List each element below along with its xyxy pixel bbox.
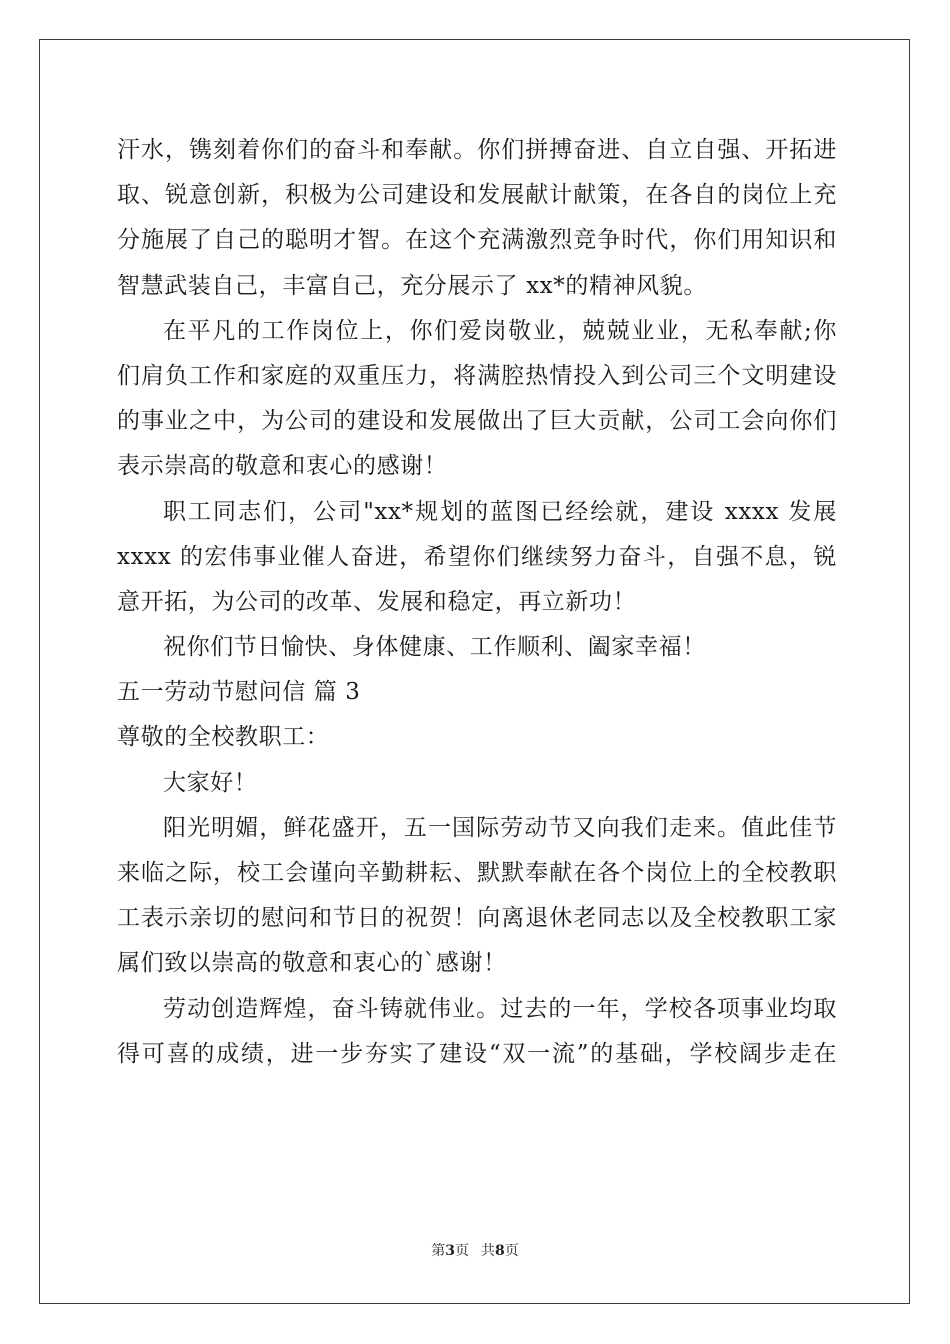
text-line: 尊敬的全校教职工： xyxy=(117,724,330,751)
total-suffix: 页 xyxy=(504,1243,519,1259)
total-prefix: 共 xyxy=(481,1243,495,1259)
text-line: 得可喜的成绩，进一步夯实了建设“双一流”的基础，学校阔步走在 xyxy=(117,1040,837,1067)
text-line: 来临之际，校工会谨向辛勤耕耘、默默奉献在各个岗位上的全校教职 xyxy=(117,860,837,886)
text-line: 意开拓，为公司的改革、发展和稳定，再立新功！ xyxy=(117,588,637,615)
text-line: 们肩负工作和家庭的双重压力，将满腔热情投入到公司三个文明建设 xyxy=(117,362,837,389)
text-line: 职工同志们，公司"xx*规划的蓝图已经绘就，建设 xxxx 发展 xyxy=(163,498,837,525)
text-line: 汗水，镌刻着你们的奋斗和奉献。你们拼搏奋进、自立自强、开拓进 xyxy=(117,137,837,163)
text-line: 智慧武装自己，丰富自己，充分展示了 xx*的精神风貌。 xyxy=(117,272,707,299)
text-line: 大家好！ xyxy=(163,769,258,796)
page-footer xyxy=(0,1241,950,1261)
text-line: 分施展了自己的聪明才智。在这个充满激烈竞争时代，你们用知识和 xyxy=(117,227,837,254)
document-body xyxy=(117,128,837,1077)
page-prefix: 第 xyxy=(431,1243,446,1259)
text-line: 取、锐意创新，积极为公司建设和发展献计献策，在各自的岗位上充 xyxy=(117,182,837,209)
text-line: 五一劳动节慰问信 篇 3 xyxy=(117,679,361,706)
text-line: 的事业之中，为公司的建设和发展做出了巨大贡献，公司工会向你们 xyxy=(117,408,837,435)
current-page-number: 3 xyxy=(445,1243,455,1259)
text-line: 在平凡的工作岗位上，你们爱岗敬业，兢兢业业，无私奉献;你 xyxy=(163,317,837,344)
text-line: 表示崇高的敬意和衷心的感谢！ xyxy=(117,453,448,480)
text-line: 属们致以崇高的敬意和衷心的`感谢！ xyxy=(117,950,507,977)
page-suffix: 页 xyxy=(455,1243,469,1259)
text-line: 阳光明媚，鲜花盛开，五一国际劳动节又向我们走来。值此佳节 xyxy=(163,814,837,841)
text-line: 劳动创造辉煌，奋斗铸就伟业。过去的一年，学校各项事业均取 xyxy=(163,995,837,1022)
text-line: 祝你们节日愉快、身体健康、工作顺利、阖家幸福！ xyxy=(163,634,706,661)
text-line: 工表示亲切的慰问和节日的祝贺！向离退休老同志以及全校教职工家 xyxy=(117,905,837,932)
text-line: xxxx 的宏伟事业催人奋进，希望你们继续努力奋斗，自强不息，锐 xyxy=(117,543,837,570)
total-pages-number: 8 xyxy=(495,1243,505,1259)
